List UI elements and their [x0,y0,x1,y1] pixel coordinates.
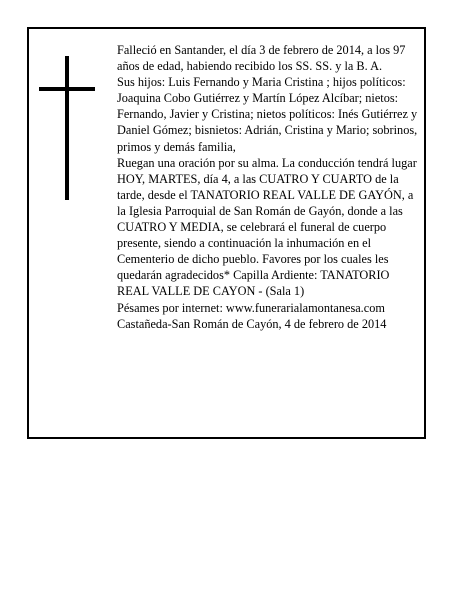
funeral-details: Ruegan una oración por su alma. La conducción tendrá lugar HOY, MARTES, día 4, a las CUATRO Y CUARTO de la tarde, desde el TANATORIO REAL VALLE DE GAYÓN, a la Iglesia Parroquial de San Román de Gayón, donde a las CUATRO Y MEDIA, se celebrará el funeral de cuerpo presente, siendo a continuación la inhumación en el Cementerio de dicho pueblo. Favores por los cuales les quedarán agradecidos* Capilla Ardiente: TANATORIO REAL VALLE DE CAYON - (Sala 1) [117,155,417,299]
place-and-date: Castañeda-San Román de Cayón, 4 de febrero de 2014 [117,316,387,331]
notice-body [117,42,421,332]
death-announcement: Falleció en Santander, el día 3 de febrero de 2014, a los 97 años de edad, habiendo recibido los SS. SS. y la B. A. [117,43,406,74]
cross-vertical-bar [65,56,69,200]
latin-cross-icon [39,56,95,200]
family-list: Sus hijos: Luis Fernando y Maria Cristina ; hijos políticos: Joaquina Cobo Gutiérrez y Martín López Alcíbar; nietos: Fernando, Javier y Cristina; nietos políticos: Inés Gutiérrez y Daniel Gómez; bisnietos: Adrián, Cristina y Mario; sobrinos, primos y demás familia, [117,75,418,154]
obituary-notice [27,27,426,439]
condolences-website: Pésames por internet: www.funerarialamontanesa.com [117,300,385,315]
cross-horizontal-bar [39,87,95,91]
